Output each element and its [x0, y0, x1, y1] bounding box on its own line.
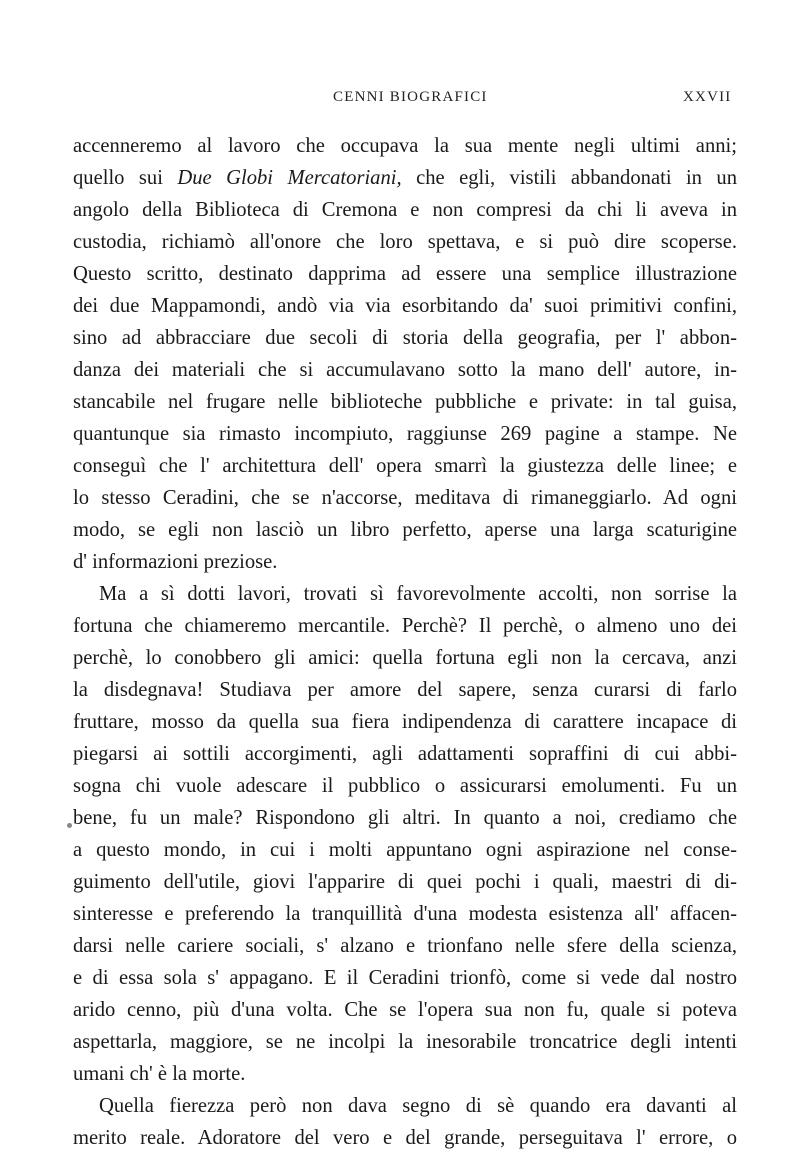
text-line — [73, 162, 737, 194]
text-line: custodia, richiamò all'onore che loro spettava, e si può dire scoperse. — [73, 231, 737, 253]
text-line: guimento dell'utile, giovi l'apparire di quei pochi i quali, maestri di di- — [73, 871, 737, 893]
text-line: stancabile nel frugare nelle biblioteche pubbliche e private: in tal guisa, — [73, 391, 737, 413]
text-line: quantunque sia rimasto incompiuto, raggiunse 269 pagine a stampe. Ne — [73, 423, 737, 445]
text-line: dei due Mappamondi, andò via via esorbitando da' suoi primitivi confini, — [73, 295, 737, 317]
text-line: Quella fierezza però non dava segno di sè quando era davanti al — [99, 1095, 737, 1117]
text-line: umani ch' è la morte. — [73, 1063, 246, 1085]
text-line: la disdegnava! Studiava per amore del sapere, senza curarsi di farlo — [73, 679, 737, 701]
text-line: sinteresse e preferendo la tranquillità d'una modesta esistenza all' affacen- — [73, 903, 737, 925]
text-line: sino ad abbracciare due secoli di storia della geografia, per l' abbon- — [73, 327, 737, 349]
text-line: e di essa sola s' appagano. E il Ceradini trionfò, come si vede dal nostro — [73, 967, 737, 989]
text-line: fruttare, mosso da quella sua fiera indipendenza di carattere incapace di — [73, 711, 737, 733]
page-number: XXVII — [683, 89, 732, 105]
text-line: darsi nelle cariere sociali, s' alzano e trionfano nelle sfere della scienza, — [73, 935, 737, 957]
page-blemish — [67, 823, 72, 828]
text-line: d' informazioni preziose. — [73, 551, 278, 573]
text-fragment: quello sui — [73, 167, 178, 189]
text-line: a questo mondo, in cui i molti appuntano ogni aspirazione nel conse- — [73, 839, 737, 861]
text-line: angolo della Biblioteca di Cremona e non compresi da chi li aveva in — [73, 199, 737, 221]
text-line: merito reale. Adoratore del vero e del grande, perseguitava l' errore, o — [73, 1127, 737, 1149]
text-line: perchè, lo conobbero gli amici: quella fortuna egli non la cercava, anzi — [73, 647, 737, 669]
text-line: bene, fu un male? Rispondono gli altri. In quanto a noi, crediamo che — [73, 807, 737, 829]
text-line: lo stesso Ceradini, che se n'accorse, meditava di rimaneggiarlo. Ad ogni — [73, 487, 737, 509]
text-line: modo, se egli non lasciò un libro perfetto, aperse una larga scaturigine — [73, 519, 737, 541]
text-line: fortuna che chiameremo mercantile. Perchè? Il perchè, o almeno uno dei — [73, 615, 737, 637]
text-line: Ma a sì dotti lavori, trovati sì favorevolmente accolti, non sorrise la — [99, 583, 737, 605]
text-line: sogna chi vuole adescare il pubblico o assicurarsi emolumenti. Fu un — [73, 775, 737, 797]
text-line: arido cenno, più d'una volta. Che se l'opera sua non fu, quale si poteva — [73, 999, 737, 1021]
text-line: Questo scritto, destinato dapprima ad essere una semplice illustrazione — [73, 263, 737, 285]
text-fragment: che egli, vistili abbandonati in un — [401, 167, 737, 189]
running-title: CENNI BIOGRAFICI — [333, 89, 488, 105]
body-text — [73, 130, 737, 1154]
text-line: danza dei materiali che si accumulavano sotto la mano dell' autore, in- — [73, 359, 737, 381]
book-title-italic: Due Globi Mercatoriani, — [177, 167, 402, 189]
text-line: piegarsi ai sottili accorgimenti, agli adattamenti sopraffini di cui abbi- — [73, 743, 737, 765]
text-line: aspettarla, maggiore, se ne incolpi la inesorabile troncatrice degli intenti — [73, 1031, 737, 1053]
text-line: conseguì che l' architettura dell' opera smarrì la giustezza delle linee; e — [73, 455, 737, 477]
text-line: accenneremo al lavoro che occupava la sua mente negli ultimi anni; — [73, 135, 737, 157]
